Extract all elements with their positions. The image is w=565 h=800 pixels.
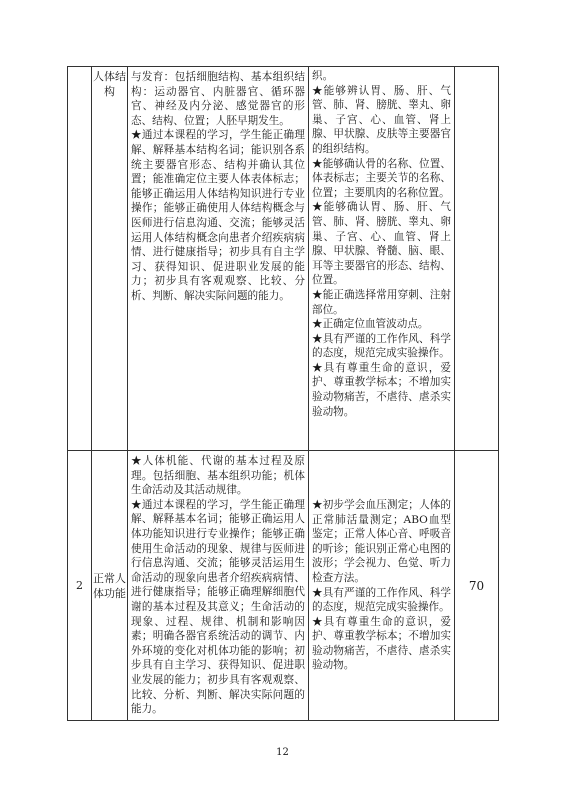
objectives-cell [128, 451, 309, 721]
requirement-text: ★初步学会血压测定；人体的正常肺活量测定；ABO血型鉴定；正常人体心音、呼吸音的听诊；能识别正常心电图的波形；学会视力、色觉、听力检查方法。 [312, 498, 451, 584]
requirement-text: ★能够确认骨的名称、位置、体表标志；主要关节的名称、位置；主要肌肉的名称位置。 [312, 157, 451, 199]
objectives-cell [128, 67, 309, 451]
curriculum-table [67, 66, 499, 721]
hours-cell [455, 451, 499, 721]
requirement-text: ★具有严谨的工作作风、科学的态度，规范完成实验操作。 [312, 586, 451, 614]
requirements-cell [309, 67, 455, 451]
table-row [68, 67, 499, 451]
objective-text: 与发育：包括细胞结构、基本组织结构：运动器官、内脏器官、循环器官、神经及内分泌、感觉器官的形态、结构、位置；人胚早期发生。 [131, 71, 305, 127]
table-row [68, 451, 499, 721]
hours-value: 70 [468, 578, 485, 593]
row-number-cell [68, 451, 92, 721]
row-number: 2 [76, 579, 83, 592]
objective-text: ★通过本课程的学习，学生能正确理解、解释基本结构名词；能识别各系统主要器官形态、结构并确认其位置；能准确定位主要人体表体标志；能够正确运用人体结构知识进行专业操作；能够正确使用人体结构概念与医师进行信息沟通、交流；能够灵活运用人体结构概念向患者介绍疾病病情、进行健康指导；初步具有自主学习、获得知识、促进职业发展的能力；初步具有客观观察、比较、分析、判断、解决实际问题的能力。 [131, 129, 305, 302]
requirement-text: 织。 [312, 70, 334, 82]
requirement-text: ★能够确认胃、肠、肝、气管、肺、肾、膀胱、睾丸、卵巢、子宫、心、血管、肾上腺、甲状腺、脊髓、脑、眼、耳等主要器官的形态、结构、位置。 [312, 201, 451, 287]
requirement-text: ★具有严谨的工作作风、科学的态度，规范完成实验操作。 [312, 332, 451, 360]
course-title-cell [92, 67, 128, 451]
course-title: 人体结构 [93, 70, 126, 98]
page-number: 12 [276, 747, 289, 758]
requirement-text: ★能够辨认胃、肠、肝、气管、肺、肾、膀胱、睾丸、卵巢、子宫、心、血管、肾上腺、甲状腺、皮肤等主要器官的组织结构。 [312, 84, 451, 155]
course-title: 正常人体功能 [93, 571, 126, 600]
course-title-cell [92, 451, 128, 721]
objective-text: ★人体机能、代谢的基本过程及原理。包括细胞、基本组织功能；机体生命活动及其活动规律。 [131, 455, 305, 497]
requirements-cell [309, 451, 455, 721]
requirement-text: ★具有尊重生命的意识，爱护、尊重教学标本；不增加实验动物痛苦，不虐待、虐杀实验动物。 [312, 615, 451, 672]
requirement-text: ★具有尊重生命的意识，爱护、尊重教学标本；不增加实验动物痛苦，不虐待、虐杀实验动物。 [312, 361, 451, 418]
hours-cell [455, 67, 499, 451]
row-number-cell [68, 67, 92, 451]
objective-text: ★通过本课程的学习，学生能正确理解、解释基本名词；能够正确运用人体功能知识进行专业操作；能够正确使用生命活动的现象、规律与医师进行信息沟通、交流；能够灵活运用生命活动的现象向患者介绍疾病病情、进行健康指导；能够正确理解细胞代谢的基本过程及其意义；生命活动的现象、过程、规律、机制和影响因素；明确各器官系统活动的调节、内外环境的变化对机体功能的影响；初步具有自主学习、获得知识、促进职业发展的能力；初步具有客观观察、比较、分析、判断、解决实际问题的能力。 [131, 498, 305, 716]
requirement-text: ★能正确选择常用穿刺、注射部位。 [312, 288, 451, 316]
requirement-text: ★正确定位血管波动点。 [312, 318, 429, 331]
